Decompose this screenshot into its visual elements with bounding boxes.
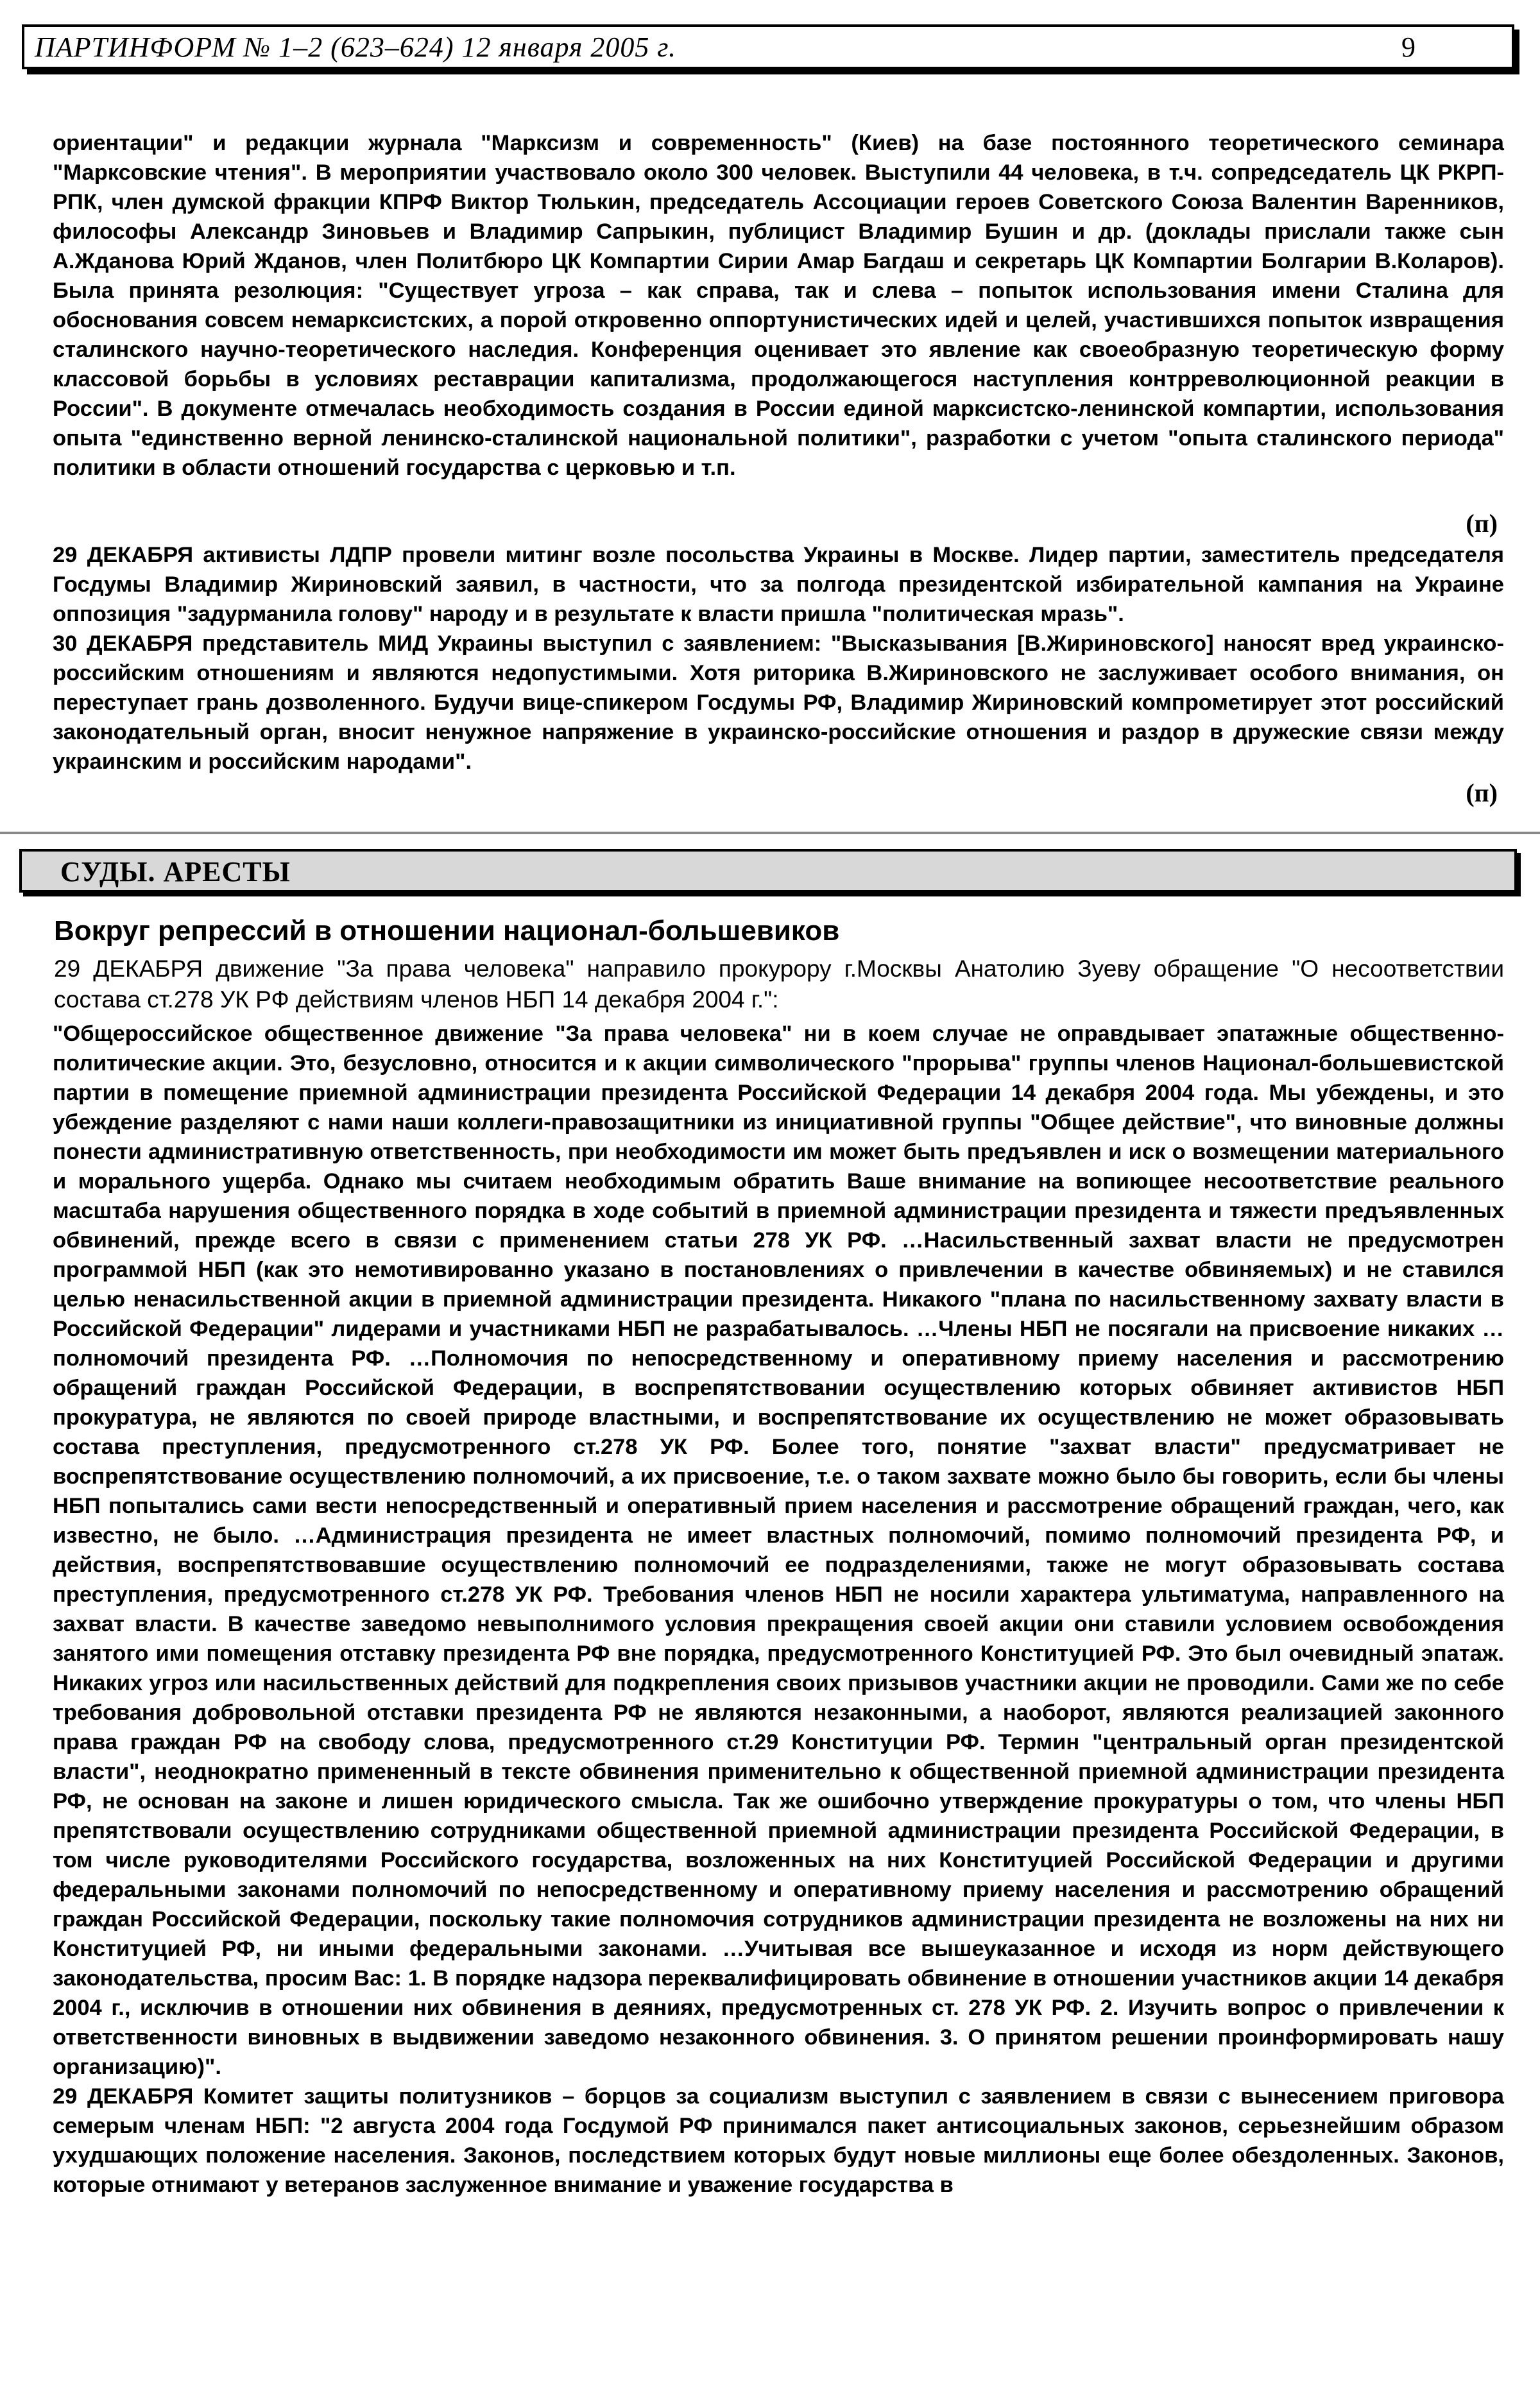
paragraph xyxy=(53,2082,1504,2200)
paragraph-text: представитель МИД Украины выступил с заявлением: "Высказывания [В.Жириновского] наносят вред украинско-российским отношениям и являются недопустимыми. Хотя риторика В.Жириновского не заслуживает особого внимания, он переступает грань дозволенного. Будучи вице-спикером Госдумы РФ, Владимир Жириновский компрометирует этот российский законодательный орган, вносит ненужное напряжение в украинско-российские отношения и раздор в дружеские связи между украинским и российским народами". xyxy=(53,631,1504,774)
article-lead: 29 ДЕКАБРЯ движение "За права человека" направило прокурору г.Москвы Анатолию Зуеву обращение "О несоответствии состава ст.278 УК РФ действиям членов НБП 14 декабря 2004 г.": xyxy=(54,955,1504,1013)
author-signature: (п) xyxy=(1466,778,1498,807)
page-number: 9 xyxy=(1401,31,1416,63)
date-lead: 30 ДЕКАБРЯ xyxy=(53,631,193,656)
paragraph xyxy=(53,629,1504,776)
article-title: Вокруг репрессий в отношении национал-большевиков xyxy=(54,915,840,947)
text-block-ldpr xyxy=(53,540,1504,776)
section-divider xyxy=(0,832,1540,834)
date-lead: 29 ДЕКАБРЯ xyxy=(53,543,194,567)
date-lead: 29 ДЕКАБРЯ xyxy=(53,2084,194,2109)
text-block-conference xyxy=(53,128,1504,483)
paragraph: ориентации" и редакции журнала "Марксизм и современность" (Киев) на базе постоянного теоретического семинара "Марксовские чтения". В мероприятии участвовало около 300 человек. Выступили 44 человека, в т.ч. сопредседатель ЦК РКРП-РПК, член думской фракции КПРФ Виктор Тюлькин, председатель Ассоциации героев Советского Союза Валентин Варенников, философы Александр Зиновьев и Владимир Сапрыкин, публицист Владимир Бушин и др. (доклады прислали также сын А.Жданова Юрий Жданов, член Политбюро ЦК Компартии Сирии Амар Багдаш и секретарь ЦК Компартии Болгарии В.Коларов). Была принята резолюция: "Существует угроза – как справа, так и слева – попыток использования имени Сталина для обоснования совсем немарксистских, а порой откровенно оппортунистических идей и целей, участившихся попыток извращения сталинского научно-теоретического наследия. Конференция оценивает это явление как своеобразную теоретическую форму классовой борьбы в условиях реставрации капитализма, продолжающегося наступления контрреволюционной реакции в России". В документе отмечалась необходимость создания в России единой марксистско-ленинской компартии, использования опыта "единственно верной ленинско-сталинской национальной политики", разработки с учетом "опыта сталинского периода" политики в области отношений государства с церковью и т.п. xyxy=(53,131,1504,480)
paragraph-text: Комитет защиты политузников – борцов за социализм выступил с заявлением в связи с вынесением приговора семерым членам НБП: "2 августа 2004 года Госдумой РФ принимался пакет антисоциальных законов, серьезнейшим образом ухудшающих положение населения. Законов, последствием которых будут новые миллионы еще более обездоленных. Законов, которые отнимают у ветеранов заслуженное внимание и уважение государства в xyxy=(53,2084,1504,2197)
page-header xyxy=(22,24,1514,69)
paragraph-text: активисты ЛДПР провели митинг возле посольства Украины в Москве. Лидер партии, заместитель председателя Госдумы Владимир Жириновский заявил, в частности, что за полгода президентской избирательной кампания на Украине оппозиция "задурманила голову" народу и в результате к власти пришла "политическая мразь". xyxy=(53,543,1504,626)
author-signature: (п) xyxy=(1466,509,1498,538)
section-title: СУДЫ. АРЕСТЫ xyxy=(60,856,291,887)
article-body xyxy=(53,1019,1504,2200)
publication-title: ПАРТИНФОРМ № 1–2 (623–624) 12 января 2005 г. xyxy=(35,31,677,63)
quote-paragraph: "Общероссийское общественное движение "За права человека" ни в коем случае не оправдывает эпатажные общественно-политические акции. Это, безусловно, относится и к акции символического "прорыва" группы членов Национал-большевистской партии в помещение приемной администрации президента Российской Федерации 14 декабря 2004 года. Мы убеждены, и это убеждение разделяют с нами наши коллеги-правозащитники из инициативной группы "Общее действие", что виновные должны понести административную ответственность, при необходимости им может быть предъявлен и иск о возмещении материального и морального ущерба. Однако мы считаем необходимым обратить Ваше внимание на вопиющее несоответствие реального масштаба нарушения общественного порядка в ходе событий в приемной администрации президента и тяжести предъявленных обвинений, прежде всего в связи с применением статьи 278 УК РФ. …Насильственный захват власти не предусмотрен программой НБП (как это немотивированно указано в постановлениях о привлечении в качестве обвиняемых) и не ставился целью ненасильственной акции в приемной администрации президента. Никакого "плана по насильственному захвату власти в Российской Федерации" лидерами и участниками НБП не разрабатывалось. …Члены НБП не посягали на присвоение никаких …полномочий президента РФ. …Полномочия по непосредственному и оперативному приему населения и рассмотрению обращений граждан Российской Федерации, в воспрепятствовании осуществлению которых обвиняет активистов НБП прокуратура, не являются по своей природе властными, и воспрепятствование их осуществлению не может образовывать состава преступления, предусмотренного ст.278 УК РФ. Более того, понятие "захват власти" предусматривает не воспрепятствование осуществлению полномочий, а их присвоение, т.е. о таком захвате можно было бы говорить, если бы члены НБП попытались сами вести непосредственный и оперативный прием населения и рассмотрение обращений граждан, чего, как известно, не было. …Администрация президента не имеет властных полномочий, помимо полномочий президента РФ, и действия, воспрепятствовавшие осуществлению полномочий ее подразделениями, также не могут образовывать состава преступления, предусмотренного ст.278 УК РФ. Требования членов НБП не носили характера ультиматума, направленного на захват власти. В качестве заведомо невыполнимого условия прекращения своей акции они ставили условием освобождения занятого ими помещения отставку президента РФ вне порядка, предусмотренного Конституцией РФ. Это был очевидный эпатаж. Никаких угроз или насильственных действий для подкрепления своих призывов участники акции не проводили. Сами же по себе требования добровольной отставки президента РФ не являются незаконными, а наоборот, являются реализацией законного права граждан РФ на свободу слова, предусмотренного ст.29 Конституции РФ. Термин "центральный орган президентской власти", неоднократно примененный в тексте обвинения применительно к общественной приемной администрации президента РФ, не основан на законе и лишен юридического смысла. Так же ошибочно утверждение прокуратуры о том, что члены НБП препятствовали осуществлению сотрудниками общественной приемной администрации президента Российской Федерации, в том числе руководителями Российского государства, возложенных на них Конституцией Российской Федерации и другими федеральными законами полномочий по непосредственному и оперативному приему населения и рассмотрению обращений граждан Российской Федерации, поскольку такие полномочия сотрудников администрации президента не возложены на них ни Конституцией РФ, ни иными федеральными законами. …Учитывая все вышеуказанное и исходя из норм действующего законодательства, просим Вас: 1. В порядке надзора переквалифицировать обвинение в отношении участников акции 14 декабря 2004 г., исключив в отношении них обвинения в деяниях, предусмотренных ст. 278 УК РФ. 2. Изучить вопрос о привлечении к ответственности виновных в выдвижении заведомо незаконного обвинения. 3. О принятом решении проинформировать нашу организацию)". xyxy=(53,1022,1504,2079)
section-header xyxy=(19,849,1517,893)
paragraph xyxy=(53,540,1504,629)
